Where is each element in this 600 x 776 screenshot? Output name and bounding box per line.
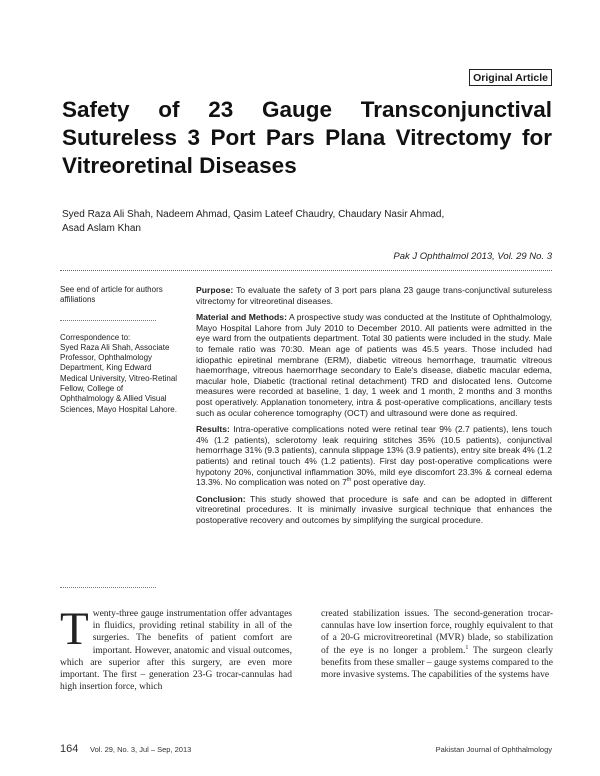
author-line: Syed Raza Ali Shah, Nadeem Ahmad, Qasim Lateef Chaudry, Chaudary Nasir Ahmad, [62,209,445,220]
results-label: Results: [196,424,230,435]
abstract-methods [196,312,552,418]
affiliations-note: See end of article for authors affiliations [60,285,163,305]
body-text-right-a: created stabilization issues. The second-generation trocar-cannulas have low insertion force, roughly equivalent to that of a 20-G microvitreoretinal (MVR) blade, so stabilization of the eye is no longer a problem. [321,609,553,656]
sidebar-divider [60,320,156,321]
methods-text: A prospective study was conducted at the Institute of Ophthalmology, Mayo Hospital Lahore from July 2010 to December 2010. All patients were admitted in the eye ward from the outpatients department. Total 30 patients were included in the study. Male to female ratio was 70:30. Mean age of patients was 45.5 years. Those included had idiopathic epiretinal membrane (ERM), diabetic vitreous hemorrhage, traumatic vitreous haemorrhage, vitreous haemorrhage secondary to Eale's disease, diabetic macular edema, macular hole, Diabetic (tractional retinal detachment) TRD and dislocated lens. Outcome measures were recorded at baseline, 1 day, 1 week and 1 month, 2 months and 3 months post operatively. Applanation tonometery, intra & post-operative complications, ancillary tests such as ocular coherence tomography (OCT) and ultrasound were done as required. [196,312,552,418]
page-footer [60,745,552,759]
results-superscript: th [346,477,352,484]
reference-superscript: 1 [465,644,469,651]
sidebar [60,285,178,415]
results-text: Intra-operative complications noted were retinal tear 9% (2.7 patients), lens touch 4% (1.2 patients), sclerotomy leak requiring stitches 35% (10.5 patients), conjunctival hemorrhage 31% (9.3 patients), cannula slippage 13% (3.9 patients), entry site break 4% (1.2 patients) and retinal touch 4% (1.2 patients). First day post-operative complications were hypotony 20%, conjunctival inflammation 30%, mild eye discomfort 23.3% & corneal edema 13.3%. No complication was noted on 7 [196,424,552,488]
purpose-text: To evaluate the safety of 3 port pars plana 23 gauge trans-conjunctival sutureless vitrectomy for vitreoretinal diseases. [196,285,552,306]
body-text-right-b: The surgeon clearly benefits from these smaller – gauge systems compared to the more invasive systems. The capabilities of the systems have [321,645,553,681]
author-list [62,208,532,236]
results-text-end: post operative day. [351,477,426,488]
article-type-badge: Original Article [469,69,552,86]
article-title: Safety of 23 Gauge Transconjunctival Sutureless 3 Port Pars Plana Vitrectomy for Vitreoretinal Diseases [62,97,552,178]
body-text-left: wenty-three gauge instrumentation offer advantages in fluidics, providing retinal stability in all of the surgeries. The benefits of patient comfort are important. However, anatomic and visual outcomes, which are superior after this surgery, are even more important. The first – generation 23-G trocar-cannulas had high insertion force, which [60,609,292,693]
purpose-label: Purpose: [196,285,234,295]
methods-label: Material and Methods: [196,312,287,323]
journal-name: Pakistan Journal of Ophthalmology [435,745,552,754]
correspondence-text: Syed Raza Ali Shah, Associate Professor, Ophthalmology Department, King Edward Medical University, Vitreo-Retinal Fellow, College of Ophthalmology & Allied Visual Sciences, Mayo Hospital Lahore. [60,342,178,414]
page-number: 164 [60,743,79,755]
author-line: Asad Aslam Khan [62,223,141,234]
correspondence-label: Correspondence to: [60,332,131,342]
conclusion-text: This study showed that procedure is safe and can be adopted in different vitreoretinal procedures. It is minimally invasive surgical technique that enhances the postoperative recovery and outcomes by simplifying the surgical procedure. [196,493,552,525]
issue-info: Vol. 29, No. 3, Jul – Sep, 2013 [90,745,192,754]
body-column-right [321,608,553,681]
body-column-left [60,603,292,693]
journal-citation: Pak J Ophthalmol 2013, Vol. 29 No. 3 [393,251,552,262]
abstract-conclusion [196,494,552,526]
sidebar-divider-bottom [60,587,156,588]
header-divider [60,270,552,271]
abstract-purpose [196,285,552,306]
conclusion-label: Conclusion: [196,493,246,504]
abstract [196,285,552,531]
drop-cap: T [60,603,89,655]
abstract-results [196,424,552,488]
